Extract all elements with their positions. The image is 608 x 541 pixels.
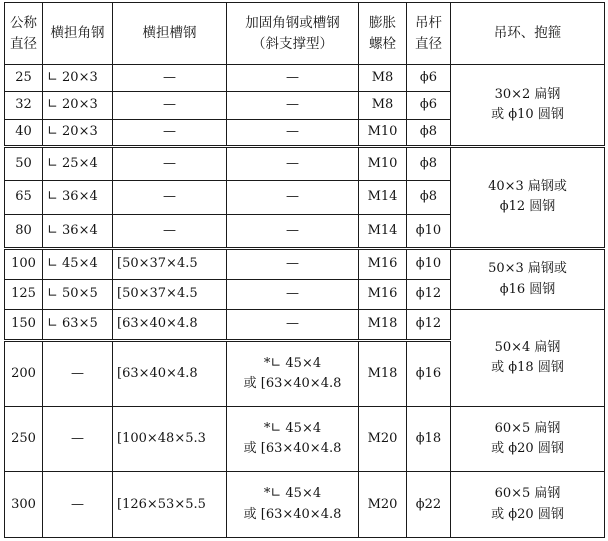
crossarm-angle-cell: ∟ 50×5: [43, 279, 113, 310]
nominal-diameter-cell: 150: [5, 310, 43, 341]
nominal-diameter-cell: 300: [5, 472, 43, 538]
crossarm-angle-cell: ∟ 20×3: [43, 65, 113, 92]
header-expansion-bolt: [359, 3, 407, 65]
rod-diameter-cell: ϕ22: [407, 472, 451, 538]
brace-cell: [227, 214, 359, 248]
hanger-line: 60×5 扁钢: [494, 486, 561, 502]
header-hanger-clamp: [451, 3, 605, 65]
header-text: 横担角钢: [50, 25, 105, 42]
rod-diameter-cell: ϕ10: [407, 248, 451, 279]
rod-diameter-cell: ϕ12: [407, 310, 451, 341]
rod-diameter-cell: ϕ6: [407, 65, 451, 92]
crossarm-channel-cell: [63×40×4.8: [113, 340, 227, 406]
crossarm-angle-cell: ∟ 20×3: [43, 92, 113, 119]
crossarm-angle-cell: ∟ 36×4: [43, 214, 113, 248]
rod-diameter-cell: ϕ8: [407, 119, 451, 146]
nominal-diameter-cell: 250: [5, 406, 43, 472]
hanger-line: 或 ϕ20 圆钢: [491, 440, 564, 456]
expansion-bolt-cell: M20: [359, 472, 407, 538]
crossarm-channel-cell: —: [113, 214, 227, 248]
hanger-clamp-cell: [451, 65, 605, 147]
header-brace: [227, 3, 359, 65]
table-body: [5, 65, 605, 538]
nominal-diameter-cell: 40: [5, 119, 43, 146]
brace-line: —: [286, 222, 299, 238]
header-text: 公称: [10, 14, 37, 31]
hanger-line: 30×2 扁钢: [494, 86, 561, 102]
crossarm-channel-cell: [50×37×4.5: [113, 279, 227, 310]
crossarm-angle-cell: ∟ 25×4: [43, 147, 113, 181]
crossarm-angle-cell: —: [43, 472, 113, 538]
nominal-diameter-cell: 50: [5, 147, 43, 181]
crossarm-angle-cell: —: [43, 406, 113, 472]
hanger-line: ϕ16 圆钢: [499, 281, 556, 297]
brace-cell: [227, 472, 359, 538]
header-text: 加固角钢或槽钢: [245, 14, 340, 31]
crossarm-channel-cell: [63×40×4.8: [113, 310, 227, 341]
expansion-bolt-cell: M8: [359, 92, 407, 119]
nominal-diameter-cell: 25: [5, 65, 43, 92]
table-row: [5, 406, 605, 472]
expansion-bolt-cell: M14: [359, 181, 407, 215]
nominal-diameter-cell: 32: [5, 92, 43, 119]
hanger-line: 40×3 扁钢或: [488, 179, 567, 195]
hanger-line: 50×3 扁钢或: [488, 261, 567, 277]
header-text: 横担槽钢: [142, 25, 197, 42]
table-row: [5, 147, 605, 181]
crossarm-channel-cell: [100×48×5.3: [113, 406, 227, 472]
brace-line: —: [286, 189, 299, 205]
header-crossarm-channel: [113, 3, 227, 65]
brace-cell: [227, 406, 359, 472]
rod-diameter-cell: ϕ12: [407, 279, 451, 310]
crossarm-angle-cell: —: [43, 340, 113, 406]
brace-cell: [227, 340, 359, 406]
brace-line: 或 [63×40×4.8: [243, 440, 342, 456]
brace-line: —: [286, 155, 299, 171]
brace-cell: [227, 147, 359, 181]
table-row: [5, 310, 605, 341]
brace-cell: [227, 181, 359, 215]
crossarm-channel-cell: —: [113, 147, 227, 181]
expansion-bolt-cell: M16: [359, 279, 407, 310]
expansion-bolt-cell: M10: [359, 119, 407, 146]
hanger-line: ϕ12 圆钢: [499, 199, 556, 215]
nominal-diameter-cell: 200: [5, 340, 43, 406]
hanger-clamp-cell: [451, 310, 605, 406]
hanger-line: 或 ϕ10 圆钢: [491, 107, 564, 123]
header-text: 吊环、抱箍: [493, 25, 562, 42]
header-text: 直径: [10, 35, 37, 52]
nominal-diameter-cell: 100: [5, 248, 43, 279]
brace-line: —: [286, 70, 299, 86]
hanger-line: 或 ϕ20 圆钢: [491, 506, 564, 522]
brace-line: *∟ 45×4: [263, 420, 322, 436]
expansion-bolt-cell: M10: [359, 147, 407, 181]
rod-diameter-cell: ϕ16: [407, 340, 451, 406]
brace-line: 或 [63×40×4.8: [243, 506, 342, 522]
brace-cell: [227, 119, 359, 146]
hanger-line: 或 ϕ18 圆钢: [491, 359, 564, 375]
brace-line: —: [286, 286, 299, 302]
header-crossarm-angle: [43, 3, 113, 65]
hanger-line: 60×5 扁钢: [494, 420, 561, 436]
brace-cell: [227, 248, 359, 279]
nominal-diameter-cell: 65: [5, 181, 43, 215]
brace-line: —: [286, 124, 299, 140]
crossarm-angle-cell: ∟ 63×5: [43, 310, 113, 341]
table-row: [5, 65, 605, 92]
crossarm-channel-cell: [50×37×4.5: [113, 248, 227, 279]
crossarm-angle-cell: ∟ 45×4: [43, 248, 113, 279]
brace-cell: [227, 65, 359, 92]
hanger-clamp-cell: [451, 248, 605, 309]
header-text: 吊杆: [415, 14, 442, 31]
header-text: 螺栓: [369, 35, 396, 52]
hanger-clamp-cell: [451, 472, 605, 538]
hanger-line: 50×4 扁钢: [494, 339, 561, 355]
expansion-bolt-cell: M16: [359, 248, 407, 279]
crossarm-channel-cell: —: [113, 65, 227, 92]
crossarm-channel-cell: —: [113, 119, 227, 146]
table-row: [5, 248, 605, 279]
brace-line: —: [286, 97, 299, 113]
brace-cell: [227, 92, 359, 119]
crossarm-angle-cell: ∟ 36×4: [43, 181, 113, 215]
expansion-bolt-cell: M20: [359, 406, 407, 472]
crossarm-channel-cell: —: [113, 181, 227, 215]
header-rod-diameter: [407, 3, 451, 65]
nominal-diameter-cell: 80: [5, 214, 43, 248]
brace-line: *∟ 45×4: [263, 355, 322, 371]
header-nominal-diameter: [5, 3, 43, 65]
expansion-bolt-cell: M14: [359, 214, 407, 248]
expansion-bolt-cell: M18: [359, 310, 407, 341]
expansion-bolt-cell: M18: [359, 340, 407, 406]
support-spec-table: [4, 2, 605, 538]
hanger-clamp-cell: [451, 147, 605, 249]
crossarm-angle-cell: ∟ 20×3: [43, 119, 113, 146]
nominal-diameter-cell: 125: [5, 279, 43, 310]
brace-cell: [227, 279, 359, 310]
expansion-bolt-cell: M8: [359, 65, 407, 92]
header-text: 直径: [415, 35, 442, 52]
rod-diameter-cell: ϕ8: [407, 181, 451, 215]
brace-line: *∟ 45×4: [263, 486, 322, 502]
brace-cell: [227, 310, 359, 341]
rod-diameter-cell: ϕ6: [407, 92, 451, 119]
hanger-clamp-cell: [451, 406, 605, 472]
rod-diameter-cell: ϕ18: [407, 406, 451, 472]
table-row: [5, 472, 605, 538]
header-text: 膨胀: [369, 14, 396, 31]
rod-diameter-cell: ϕ8: [407, 147, 451, 181]
crossarm-channel-cell: —: [113, 92, 227, 119]
header-text: （斜支撑型）: [252, 35, 333, 52]
brace-line: 或 [63×40×4.8: [243, 375, 342, 391]
brace-line: —: [286, 256, 299, 272]
crossarm-channel-cell: [126×53×5.5: [113, 472, 227, 538]
table-header: [5, 3, 605, 65]
rod-diameter-cell: ϕ10: [407, 214, 451, 248]
brace-line: —: [286, 316, 299, 332]
